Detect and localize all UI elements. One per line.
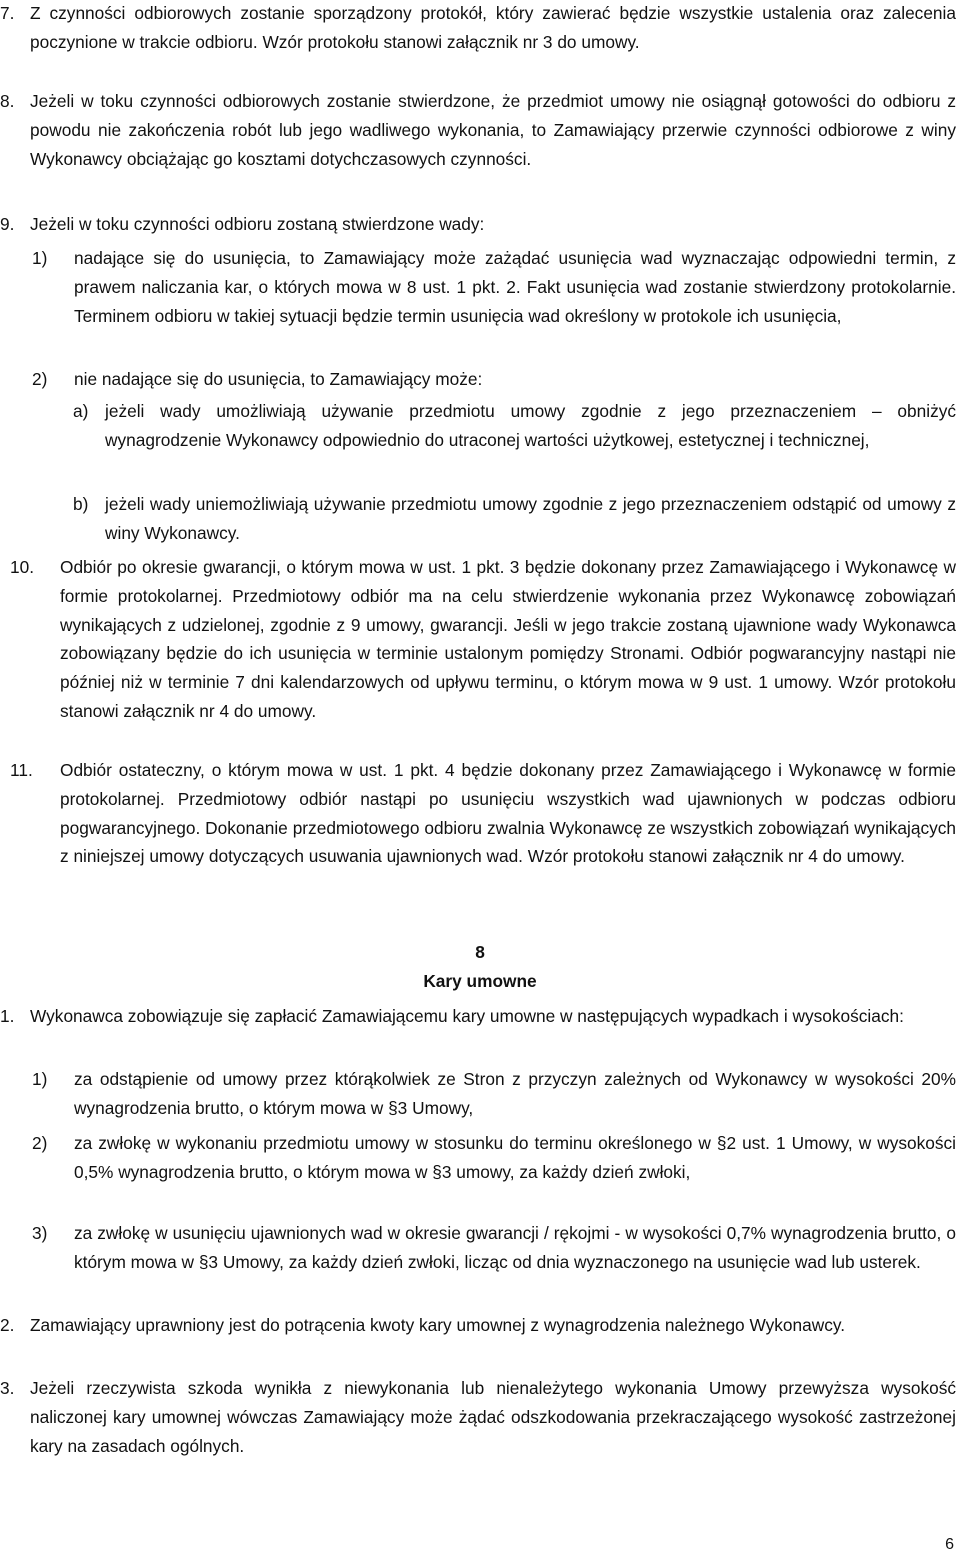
section-number: 8	[475, 942, 485, 962]
s8-paragraph-1-1	[0, 1065, 960, 1123]
list-item	[0, 553, 960, 726]
item-text: nie nadające się do usunięcia, to Zamawiający może:	[74, 369, 483, 389]
item-text: Jeżeli w toku czynności odbioru zostaną stwierdzone wady:	[30, 214, 485, 234]
item-text: Odbiór ostateczny, o którym mowa w ust. 1 pkt. 4 będzie dokonany przez Zamawiającego i Wykonawcę w formie protokolarnej. Przedmiotowy odbiór nastąpi po usunięciu wszystkich wad ujawnionych w podczas odbioru pogwarancyjnego. Dokonanie przedmiotowego odbioru zwalnia Wykonawcę ze wszystkich zobowiązań wynikających z niniejszej umowy dotyczących usuwania ujawnionych wad. Wzór protokołu stanowi załącznik nr 4 do umowy.	[60, 760, 956, 867]
item-number: 2)	[32, 1133, 48, 1153]
item-text: Odbiór po okresie gwarancji, o którym mowa w ust. 1 pkt. 3 będzie dokonany przez Zamawiającego i Wykonawcę w formie protokolarnej. Przedmiotowy odbiór ma na celu stwierdzenie wykonania przez Wykonawcę zobowiązań wynikających z udzielonej, zgodnie z 9 umowy, gwarancji. Jeśli w jego trakcie zostaną ujawnione wady Wykonawca zobowiązany będzie do ich usunięcia w terminie ustalonym pomiędzy Stronami. Odbiór pogwarancyjny nastąpi nie później niż w terminie 7 dni kalendarzowych od upływu terminu, o którym mowa w 9 ust. 1 umowy. Wzór protokołu stanowi załącznik nr 4 do umowy.	[60, 557, 956, 721]
s8-paragraph-3	[0, 1374, 960, 1460]
paragraph-9	[0, 210, 960, 239]
sub-item	[0, 1219, 960, 1277]
item-text: jeżeli wady uniemożliwiają używanie przedmiotu umowy zgodnie z jego przeznaczeniem odstąpić od umowy z winy Wykonawcy.	[105, 494, 956, 543]
item-number: a)	[73, 401, 89, 421]
item-number: 8.	[0, 91, 15, 111]
paragraph-9-2-b	[0, 490, 960, 548]
sub-sub-item	[0, 397, 960, 455]
list-item	[0, 1002, 960, 1031]
s8-paragraph-1-3	[0, 1219, 960, 1277]
item-number: 1)	[32, 248, 48, 268]
list-item	[0, 210, 960, 239]
s8-paragraph-1	[0, 1002, 960, 1031]
section-title: Kary umowne	[423, 971, 537, 991]
item-number: 11.	[10, 760, 33, 780]
list-item	[0, 756, 960, 871]
item-text: Zamawiający uprawniony jest do potrącenia kwoty kary umownej z wynagrodzenia należnego Wykonawcy.	[30, 1315, 846, 1335]
item-number: 3)	[32, 1223, 48, 1243]
paragraph-11	[0, 756, 960, 871]
item-text: za zwłokę w usunięciu ujawnionych wad w okresie gwarancji / rękojmi - w wysokości 0,7% wynagrodzenia brutto, o którym mowa w §3 Umowy, za każdy dzień zwłoki, licząc od dnia wyznaczonego na usunięcie wad lub usterek.	[74, 1223, 956, 1272]
sub-sub-item	[0, 490, 960, 548]
s8-paragraph-2	[0, 1311, 960, 1340]
item-number: 10.	[10, 557, 35, 577]
item-text: Jeżeli w toku czynności odbiorowych zostanie stwierdzone, że przedmiot umowy nie osiągnął gotowości do odbioru z powodu nie zakończenia robót lub jego wadliwego wykonania, to Zamawiający przerwie czynności odbiorowe z winy Wykonawcy obciążając go kosztami dotychczasowych czynności.	[30, 91, 956, 169]
sub-item	[0, 244, 960, 330]
sub-item	[0, 1065, 960, 1123]
item-number: 9.	[0, 214, 15, 234]
paragraph-9-2	[0, 365, 960, 394]
item-number: 2.	[0, 1315, 15, 1335]
paragraph-9-1	[0, 244, 960, 330]
paragraph-10	[0, 553, 960, 726]
item-text: Z czynności odbiorowych zostanie sporządzony protokół, który zawierać będzie wszystkie ustalenia oraz zalecenia poczynione w trakcie odbioru. Wzór protokołu stanowi załącznik nr 3 do umowy.	[30, 3, 956, 52]
list-item	[0, 1374, 960, 1460]
page-number: 6	[945, 1536, 954, 1553]
list-item	[0, 1311, 960, 1340]
item-number: 2)	[32, 369, 48, 389]
item-text: Jeżeli rzeczywista szkoda wynikła z niewykonania lub nienależytego wykonania Umowy przewyższa wysokość naliczonej kary umownej wówczas Zamawiający może żądać odszkodowania przekraczającego wysokość zastrzeżonej kary na zasadach ogólnych.	[30, 1378, 956, 1456]
item-text: za odstąpienie od umowy przez którąkolwiek ze Stron z przyczyn zależnych od Wykonawcy w wysokości 20% wynagrodzenia brutto, o którym mowa w §3 Umowy,	[74, 1069, 956, 1118]
list-item	[0, 0, 960, 57]
sub-item	[0, 365, 960, 394]
paragraph-9-2-a	[0, 397, 960, 455]
item-text: nadające się do usunięcia, to Zamawiający może zażądać usunięcia wad wyznaczając odpowiedni termin, z prawem naliczania kar, o których mowa w 8 ust. 1 pkt. 2. Fakt usunięcia wad zostanie stwierdzony protokolarnie. Terminem odbioru w takiej sytuacji będzie termin usunięcia wad określony w protokole ich usunięcia,	[74, 248, 956, 326]
s8-paragraph-1-2	[0, 1129, 960, 1187]
list-item	[0, 87, 960, 173]
item-text: jeżeli wady umożliwiają używanie przedmiotu umowy zgodnie z jego przeznaczeniem – obniżyć wynagrodzenie Wykonawcy odpowiednio do utraconej wartości użytkowej, estetycznej i technicznej,	[105, 401, 956, 450]
item-text: Wykonawca zobowiązuje się zapłacić Zamawiającemu kary umowne w następujących wypadkach i wysokościach:	[30, 1006, 904, 1026]
item-text: za zwłokę w wykonaniu przedmiotu umowy w stosunku do terminu określonego w §2 ust. 1 Umowy, w wysokości 0,5% wynagrodzenia brutto, o którym mowa w §3 umowy, za każdy dzień zwłoki,	[74, 1133, 956, 1182]
paragraph-8	[0, 87, 960, 173]
sub-item	[0, 1129, 960, 1187]
item-number: 1)	[32, 1069, 48, 1089]
item-number: 7.	[0, 3, 15, 23]
item-number: 1.	[0, 1006, 15, 1026]
paragraph-7	[0, 0, 960, 57]
item-number: b)	[73, 494, 89, 514]
item-number: 3.	[0, 1378, 15, 1398]
